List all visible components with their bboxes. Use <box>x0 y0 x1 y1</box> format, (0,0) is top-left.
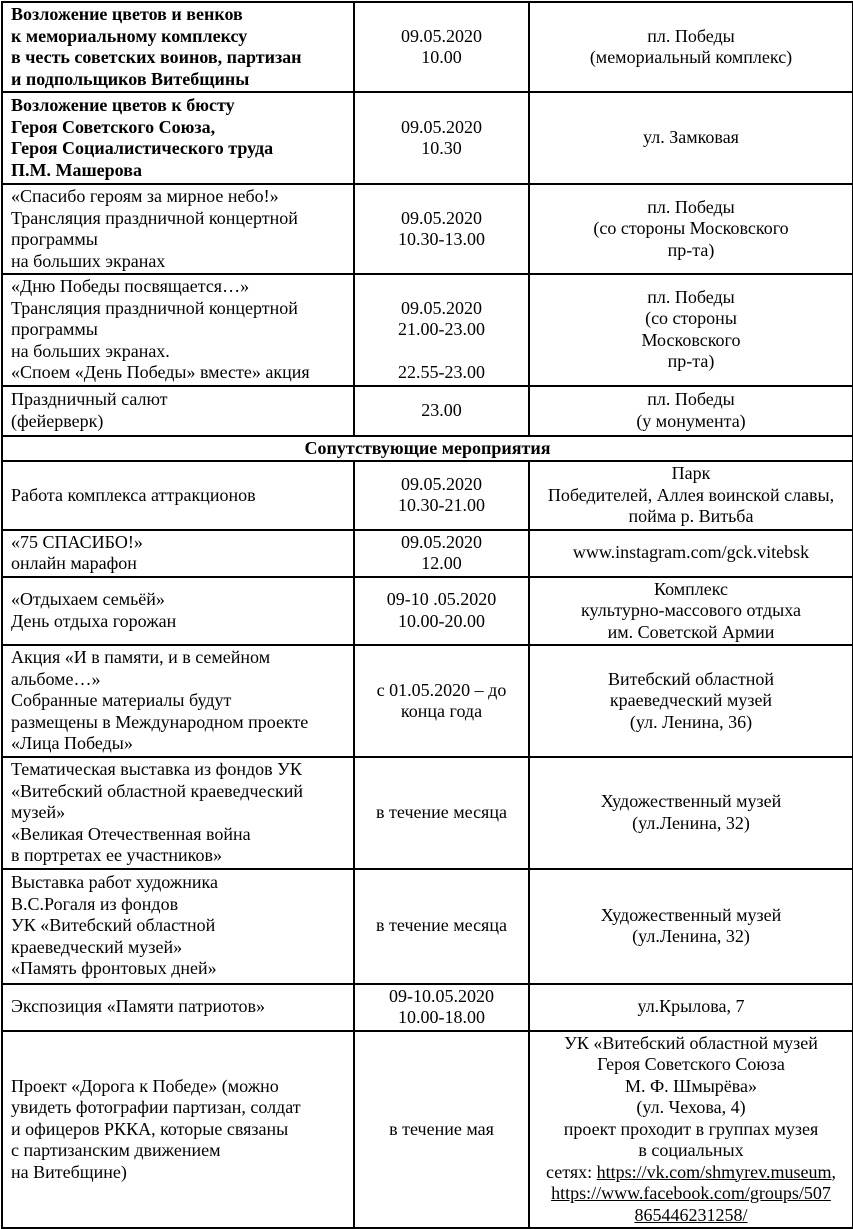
event-datetime-cell: 09-10.05.2020 10.00-18.00 <box>354 984 529 1031</box>
event-location-cell: Художественный музей (ул.Ленина, 32) <box>529 757 853 869</box>
event-location-cell: УК «Витебский областной музей Героя Советского Союза М. Ф. Шмырёва» (ул. Чехова, 4) проект проходит в группах музея в социальных сетях: https://vk.com/shmyrev.museum, https://www.facebook.com/groups/507 865446231258/ <box>529 1031 853 1229</box>
event-row <box>2 645 853 757</box>
event-row <box>2 274 853 386</box>
event-datetime-cell: 09.05.2020 10.30-13.00 <box>354 184 529 274</box>
event-datetime-cell: 09.05.2020 12.00 <box>354 530 529 577</box>
event-location-cell: Художественный музей (ул.Ленина, 32) <box>529 869 853 984</box>
event-location-cell: Витебский областной краеведческий музей (ул. Ленина, 36) <box>529 645 853 757</box>
event-name-cell: Экспозиция «Памяти патриотов» <box>2 984 354 1031</box>
external-link[interactable]: 865446231258/ <box>634 1204 748 1225</box>
event-name-cell: «Дню Победы посвящается…» Трансляция праздничной концертной программы на больших экранах. «Споем «День Победы» вместе» акция <box>2 274 354 386</box>
event-location-cell: пл. Победы (со стороны Московского пр-та) <box>529 274 853 386</box>
event-name-cell: Акция «И в памяти, и в семейном альбоме…» Собранные материалы будут размещены в Международном проекте «Лица Победы» <box>2 645 354 757</box>
event-datetime-cell: 09.05.2020 10.30 <box>354 92 529 184</box>
event-datetime-cell: 23.00 <box>354 386 529 436</box>
event-location-cell: пл. Победы (со стороны Московского пр-та) <box>529 184 853 274</box>
event-datetime-cell: в течение месяца <box>354 869 529 984</box>
event-name-cell: Работа комплекса аттракционов <box>2 461 354 530</box>
event-name-cell: Выставка работ художника В.С.Рогаля из фондов УК «Витебский областной краеведческий музей» «Память фронтовых дней» <box>2 869 354 984</box>
event-row <box>2 386 853 436</box>
event-row <box>2 461 853 530</box>
event-name-cell: Возложение цветов и венков к мемориальному комплексу в честь советских воинов, партизан и подпольщиков Витебщины <box>2 2 354 92</box>
external-link[interactable]: https://vk.com/shmyrev.museum <box>596 1161 832 1182</box>
section-header: Сопутствующие мероприятия <box>2 436 853 462</box>
event-row <box>2 530 853 577</box>
event-row <box>2 92 853 184</box>
event-location-cell: ул. Замковая <box>529 92 853 184</box>
event-datetime-cell: 09-10 .05.2020 10.00-20.00 <box>354 577 529 646</box>
event-datetime-cell: 09.05.2020 10.30-21.00 <box>354 461 529 530</box>
external-link[interactable]: https://www.facebook.com/groups/507 <box>551 1183 831 1203</box>
event-location-cell: ул.Крылова, 7 <box>529 984 853 1031</box>
event-datetime-cell: в течение мая <box>354 1031 529 1229</box>
event-row <box>2 1031 853 1229</box>
events-table <box>1 1 853 1229</box>
event-name-cell: «75 СПАСИБО!» онлайн марафон <box>2 530 354 577</box>
event-name-cell: Тематическая выставка из фондов УК «Витебский областной краеведческий музей» «Великая Отечественная война в портретах ее участников» <box>2 757 354 869</box>
events-table-body <box>2 2 853 1228</box>
event-location-cell: Комплекс культурно-массового отдыха им. Советской Армии <box>529 577 853 646</box>
event-row <box>2 2 853 92</box>
event-row <box>2 984 853 1031</box>
event-location-cell: пл. Победы (у монумента) <box>529 386 853 436</box>
event-name-cell: Проект «Дорога к Победе» (можно увидеть фотографии партизан, солдат и офицеров РККА, которые связаны с партизанским движением на Витебщине) <box>2 1031 354 1229</box>
event-location-cell: www.instagram.com/gck.vitebsk <box>529 530 853 577</box>
event-datetime-cell: 09.05.2020 21.00-23.00 22.55-23.00 <box>354 274 529 386</box>
event-datetime-cell: 09.05.2020 10.00 <box>354 2 529 92</box>
section-row <box>2 436 853 462</box>
event-datetime-cell: в течение месяца <box>354 757 529 869</box>
event-name-cell: Праздничный салют (фейерверк) <box>2 386 354 436</box>
event-name-cell: «Спасибо героям за мирное небо!» Трансляция праздничной концертной программы на больших экранах <box>2 184 354 274</box>
event-location-cell: пл. Победы (мемориальный комплекс) <box>529 2 853 92</box>
event-row <box>2 577 853 646</box>
event-row <box>2 184 853 274</box>
event-row <box>2 757 853 869</box>
event-datetime-cell: с 01.05.2020 – до конца года <box>354 645 529 757</box>
event-location-cell: Парк Победителей, Аллея воинской славы, пойма р. Витьба <box>529 461 853 530</box>
event-name-cell: «Отдыхаем семьёй» День отдыха горожан <box>2 577 354 646</box>
event-name-cell: Возложение цветов к бюсту Героя Советского Союза, Героя Социалистического труда П.М. Машерова <box>2 92 354 184</box>
event-row <box>2 869 853 984</box>
